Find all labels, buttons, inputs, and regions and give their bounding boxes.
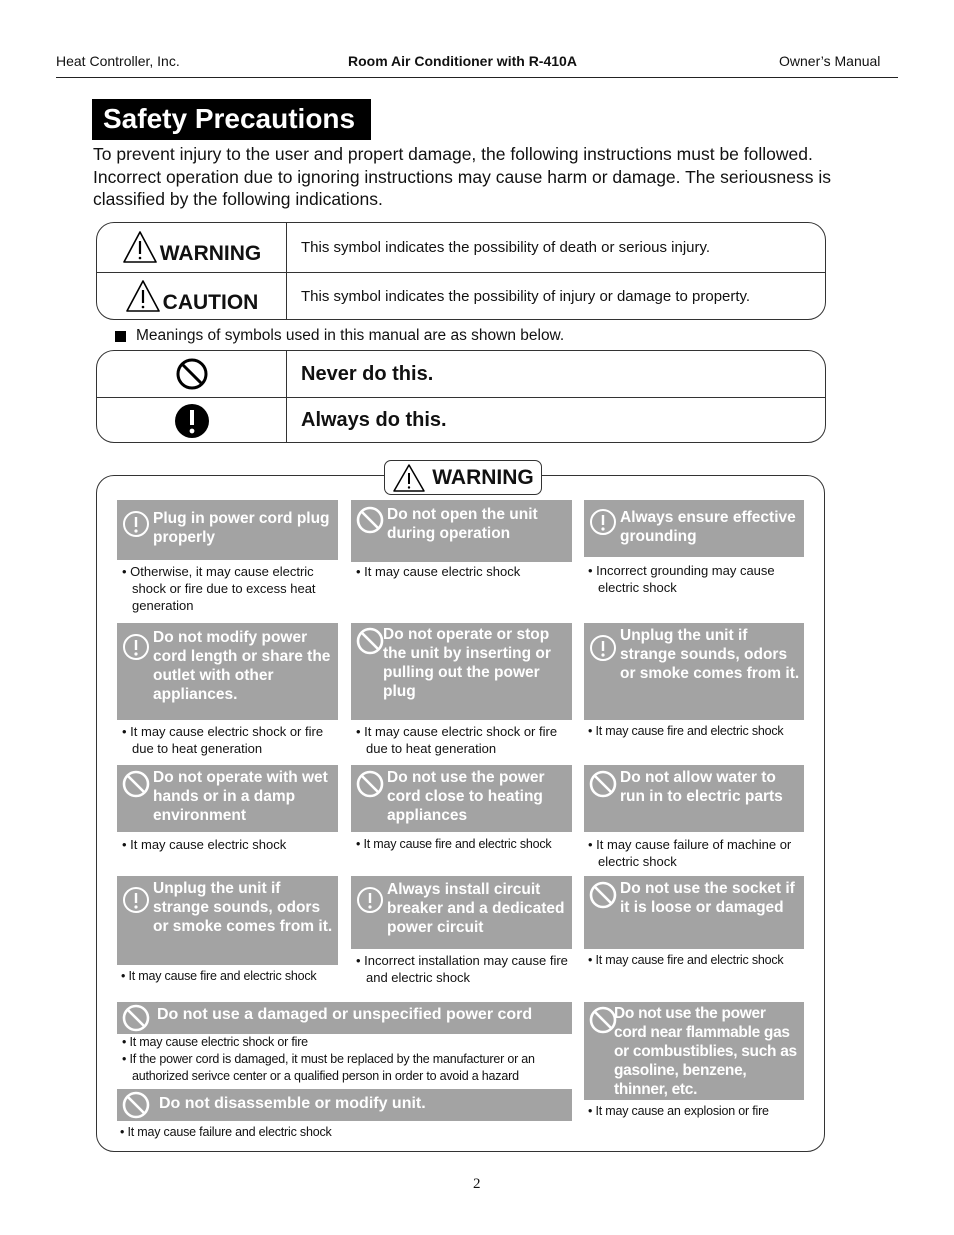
symbol-row-never <box>97 351 825 397</box>
prohibition-icon <box>356 627 384 655</box>
prohibition-icon <box>589 881 617 909</box>
warning-section-tag: WARNING <box>384 460 542 495</box>
page-title: Safety Precautions <box>92 99 371 140</box>
warning-note: • It may cause electric shock <box>356 564 521 579</box>
warning-note: • Incorrect installation may cause fire and electric shock <box>356 953 568 985</box>
prohibition-icon <box>356 770 384 798</box>
mandatory-icon <box>589 634 617 662</box>
mandatory-icon <box>122 510 150 538</box>
warning-note: • It may cause failure and electric shock <box>120 1125 332 1139</box>
warning-card: Always ensure effective grounding <box>584 500 804 557</box>
warning-note: • It may cause fire and electric shock <box>356 837 552 851</box>
mandatory-icon <box>589 508 617 536</box>
prohibition-icon <box>589 1006 617 1034</box>
warning-card: Do not use the power cord close to heating appliances <box>351 765 572 832</box>
prohibition-icon <box>175 357 209 391</box>
signal-word: WARNING <box>159 242 262 266</box>
mandatory-icon <box>122 886 150 914</box>
intro-paragraph: To prevent injury to the user and propert damage, the following instructions must be followed. Incorrect operation due to ignoring instructions may cause harm or damage. The seriousness is classified by the following indications. <box>93 144 831 209</box>
warning-card: Unplug the unit if strange sounds, odors or smoke comes from it. <box>584 623 804 720</box>
warning-note: • It may cause fire and electric shock <box>121 969 317 983</box>
warning-card: Do not allow water to run in to electric parts <box>584 765 804 832</box>
signal-description: This symbol indicates the possibility of injury or damage to property. <box>301 287 751 305</box>
symbol-label: Never do this. <box>301 362 434 385</box>
mandatory-icon <box>174 403 210 439</box>
warning-note: • Otherwise, it may cause electric shock or fire due to excess heat generation <box>122 564 316 613</box>
meanings-caption: Meanings of symbols used in this manual are as shown below. <box>115 327 564 345</box>
signal-row-warning <box>97 223 825 272</box>
warning-card: Always install circuit breaker and a dedicated power circuit <box>351 876 572 949</box>
bullet-square-icon <box>115 331 126 342</box>
prohibition-icon <box>356 506 384 534</box>
mandatory-icon <box>356 886 384 914</box>
warning-card: Unplug the unit if strange sounds, odors or smoke comes from it. <box>117 876 338 965</box>
warning-card: Plug in power cord plug properly <box>117 500 338 560</box>
warning-note: • It may cause electric shock or fire due to heat generation <box>122 724 324 756</box>
symbol-legend <box>96 350 826 443</box>
symbol-label: Always do this. <box>301 409 447 431</box>
warning-card: Do not use the power cord near flammable gas or combustiblies, such as gasoline, benzene, thinner, etc. <box>584 1002 804 1100</box>
warning-note: • It may cause fire and electric shock <box>588 724 784 738</box>
warning-note: • It may cause electric shock or fire • If the power cord is damaged, it must be replaced by the manufacturer or an authorized serivce center or a qualified person in order to avoid a hazard <box>122 1035 535 1083</box>
warning-triangle-icon <box>122 230 158 264</box>
signal-word-legend <box>96 222 826 320</box>
mandatory-icon <box>122 633 150 661</box>
header-doc-type: Owner’s Manual <box>779 53 881 69</box>
warning-note: • It may cause an explosion or fire <box>588 1104 769 1118</box>
symbol-row-always <box>97 397 825 443</box>
header-rule <box>56 77 898 78</box>
warning-note: • Incorrect grounding may cause electric shock <box>588 563 775 595</box>
signal-row-caution <box>97 272 825 321</box>
page-number: 2 <box>473 1176 481 1192</box>
prohibition-icon <box>589 770 617 798</box>
prohibition-icon <box>122 1004 150 1032</box>
warning-triangle-icon <box>392 463 426 493</box>
warning-note: • It may cause electric shock <box>122 837 287 852</box>
warning-card: Do not operate with wet hands or in a damp environment <box>117 765 338 832</box>
warning-note: • It may cause failure of machine or electric shock <box>588 837 792 869</box>
warning-card: Do not modify power cord length or share the outlet with other appliances. <box>117 623 338 720</box>
warning-card: Do not use the socket if it is loose or damaged <box>584 876 804 949</box>
warning-card-wide: Do not disassemble or modify unit. <box>117 1089 572 1121</box>
signal-word: CAUTION <box>162 291 259 315</box>
header-company: Heat Controller, Inc. <box>56 53 180 69</box>
prohibition-icon <box>122 1091 150 1119</box>
signal-description: This symbol indicates the possibility of death or serious injury. <box>301 238 711 256</box>
warning-card: Do not operate or stop the unit by inserting or pulling out the power plug <box>351 623 572 720</box>
warning-note: • It may cause electric shock or fire due to heat generation <box>356 724 558 756</box>
warning-card: Do not open the unit during operation <box>351 500 572 562</box>
warning-note: • It may cause fire and electric shock <box>588 953 784 967</box>
caution-triangle-icon <box>125 279 161 313</box>
header-product: Room Air Conditioner with R-410A <box>348 53 577 69</box>
warning-card-wide: Do not use a damaged or unspecified power cord <box>117 1002 572 1034</box>
prohibition-icon <box>122 770 150 798</box>
